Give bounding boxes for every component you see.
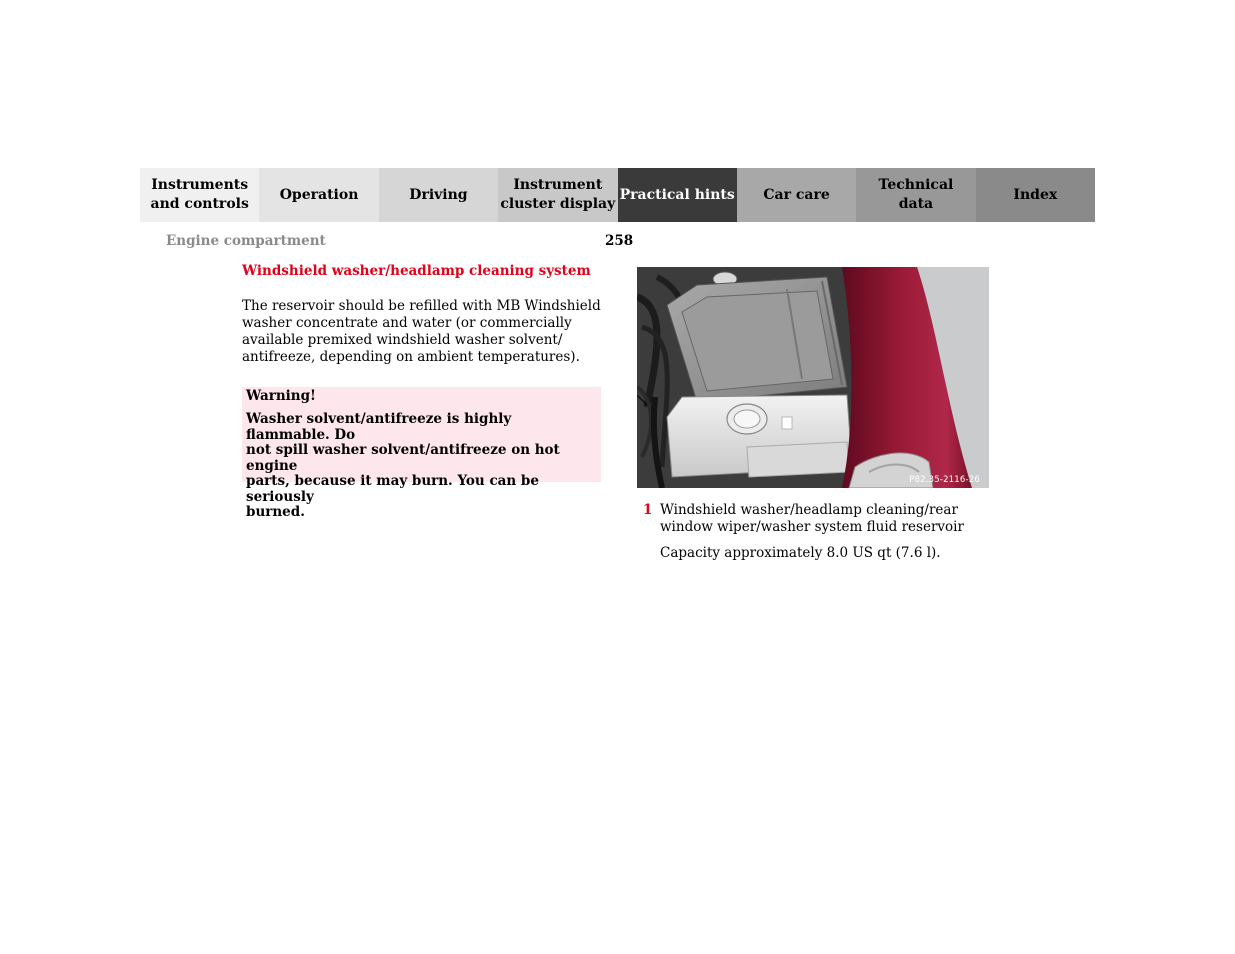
tab-label: Practical hints bbox=[619, 186, 735, 203]
caption-item bbox=[643, 502, 973, 536]
tab-index[interactable] bbox=[976, 168, 1095, 222]
tab-label: Instruments and controls bbox=[150, 177, 249, 212]
tab-label: Instrument cluster display bbox=[500, 177, 616, 212]
tab-label: Index bbox=[1013, 186, 1058, 203]
tab-practical-hints[interactable] bbox=[618, 168, 737, 222]
tab-driving[interactable] bbox=[379, 168, 498, 222]
section-title: Engine compartment bbox=[166, 233, 326, 249]
caption-text: Windshield washer/headlamp cleaning/rear window wiper/washer system fluid reservoir bbox=[660, 502, 964, 535]
tab-operation[interactable] bbox=[259, 168, 378, 222]
warning-box bbox=[242, 387, 601, 520]
tab-technical-data[interactable] bbox=[856, 168, 975, 222]
tab-car-care[interactable] bbox=[737, 168, 856, 222]
tab-instruments-and-controls[interactable] bbox=[140, 168, 259, 222]
figure-code: P82.35-2116-26 bbox=[909, 475, 980, 485]
tab-label: Operation bbox=[279, 186, 359, 203]
chapter-nav bbox=[140, 168, 1095, 222]
tab-label: Driving bbox=[409, 186, 468, 203]
warning-title: Warning! bbox=[246, 388, 316, 404]
body-paragraph: The reservoir should be refilled with MB Windshield washer concentrate and water (or commercially available premixed windshield washer solvent/ antifreeze, depending on ambient temperatures). bbox=[242, 298, 601, 365]
engine-illustration-drawing bbox=[637, 267, 989, 488]
engine-compartment-illustration bbox=[637, 267, 989, 488]
tab-label: Technical data bbox=[878, 177, 954, 212]
caption-number: 1 bbox=[643, 502, 653, 518]
page-number: 258 bbox=[605, 233, 634, 249]
tab-label: Car care bbox=[763, 186, 830, 203]
tab-instrument-cluster-display[interactable] bbox=[498, 168, 617, 222]
figure-caption bbox=[643, 502, 973, 562]
capacity-note: Capacity approximately 8.0 US qt (7.6 l). bbox=[660, 545, 941, 561]
section-heading: Windshield washer/headlamp cleaning system bbox=[242, 263, 591, 279]
warning-text: Washer solvent/antifreeze is highly flammable. Do not spill washer solvent/antifreeze on hot engine parts, because it may burn. You can be seriously burned. bbox=[246, 411, 560, 520]
